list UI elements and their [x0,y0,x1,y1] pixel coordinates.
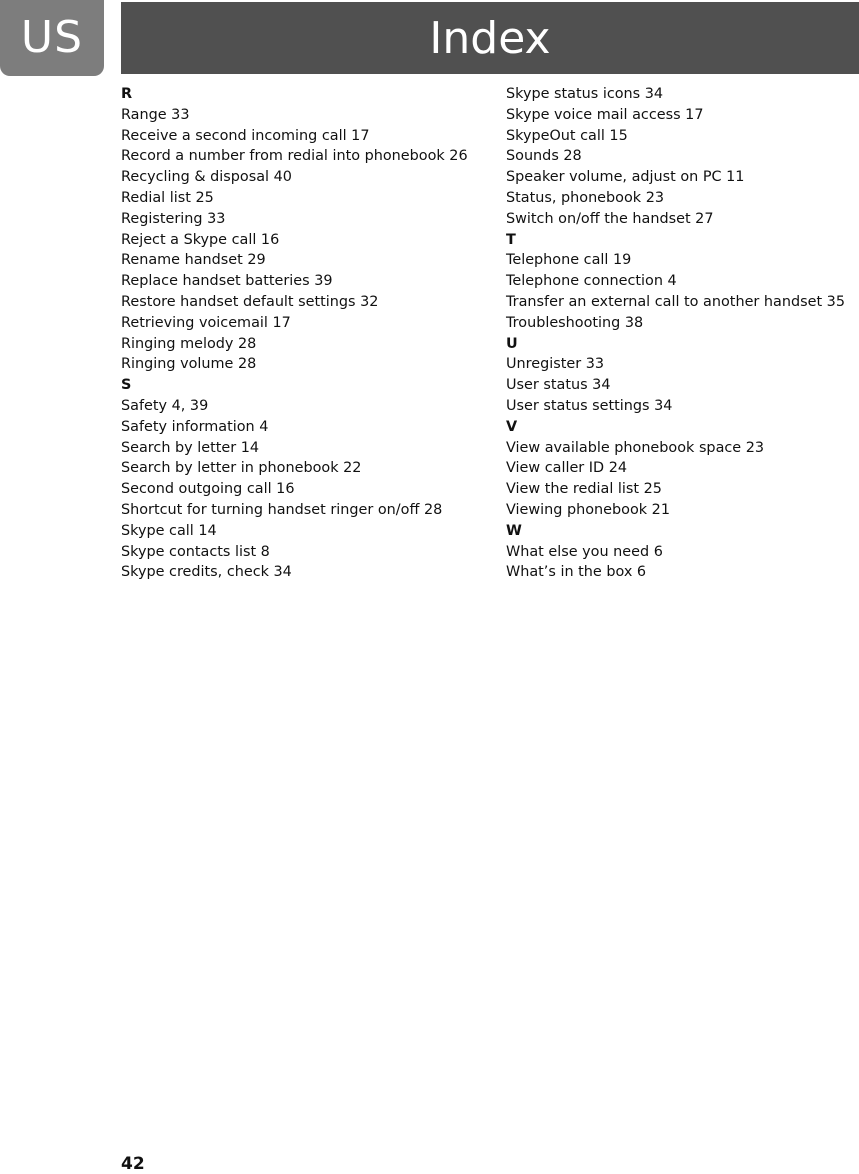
index-entry: Reject a Skype call 16 [121,231,280,248]
index-entry: Record a number from redial into phonebook 26 [121,148,468,165]
index-letter-heading: S [121,377,132,394]
index-entry: Search by letter 14 [121,439,260,456]
index-entry: Recycling & disposal 40 [121,169,292,186]
index-entry: Troubleshooting 38 [506,314,644,331]
index-column-right [506,84,845,583]
index-entry: Redial list 25 [121,189,214,206]
index-entry: Ringing volume 28 [121,356,257,373]
index-entry: Registering 33 [121,210,226,227]
index-entry: View caller ID 24 [506,460,628,477]
index-entry: Retrieving voicemail 17 [121,314,291,331]
index-entry: Switch on/off the handset 27 [506,210,714,227]
index-entry: Restore handset default settings 32 [121,293,379,310]
index-letter-heading: V [506,418,518,435]
index-entry: What else you need 6 [506,543,663,560]
index-entry: Skype voice mail access 17 [506,106,704,123]
index-entry: Search by letter in phonebook 22 [121,460,362,477]
index-entry: Replace handset batteries 39 [121,273,333,290]
index-letter-heading: R [121,86,133,102]
region-tab: US [0,0,104,76]
index-entry: View available phonebook space 23 [506,439,765,456]
index-entry: Speaker volume, adjust on PC 11 [506,169,745,186]
index-entry: View the redial list 25 [506,481,662,498]
index-letter-heading: T [506,231,516,248]
index-entry: Receive a second incoming call 17 [121,127,370,144]
index-entry: Skype contacts list 8 [121,543,270,560]
index-entry: Transfer an external call to another handset 35 [506,293,845,310]
index-letter-heading: U [506,335,518,352]
index-entry: Skype credits, check 34 [121,564,292,581]
index-entry: Status, phonebook 23 [506,189,665,206]
index-entry: Skype call 14 [121,522,217,539]
index-letter-heading: W [506,522,522,539]
index-entry: Telephone call 19 [506,252,632,269]
index-entry: User status 34 [506,377,611,394]
index-entry: Telephone connection 4 [506,273,677,290]
index-entry: Shortcut for turning handset ringer on/off 28 [121,501,443,518]
index-entry: Viewing phonebook 21 [506,501,670,518]
index-entry: User status settings 34 [506,397,673,414]
index-entry: Sounds 28 [506,148,582,165]
index-entry: Safety information 4 [121,418,269,435]
index-entry: Ringing melody 28 [121,335,257,352]
index-column-left [121,84,468,583]
index-entry: What’s in the box 6 [506,564,647,581]
index-entry: Rename handset 29 [121,252,266,269]
index-entry: SkypeOut call 15 [506,127,628,144]
index-entry: Range 33 [121,106,190,123]
index-entry: Second outgoing call 16 [121,481,295,498]
page-number: 42 [121,1154,145,1174]
index-entry: Skype status icons 34 [506,86,664,102]
index-entry: Safety 4, 39 [121,397,209,414]
page-title: Index [121,2,859,74]
index-entry: Unregister 33 [506,356,605,373]
